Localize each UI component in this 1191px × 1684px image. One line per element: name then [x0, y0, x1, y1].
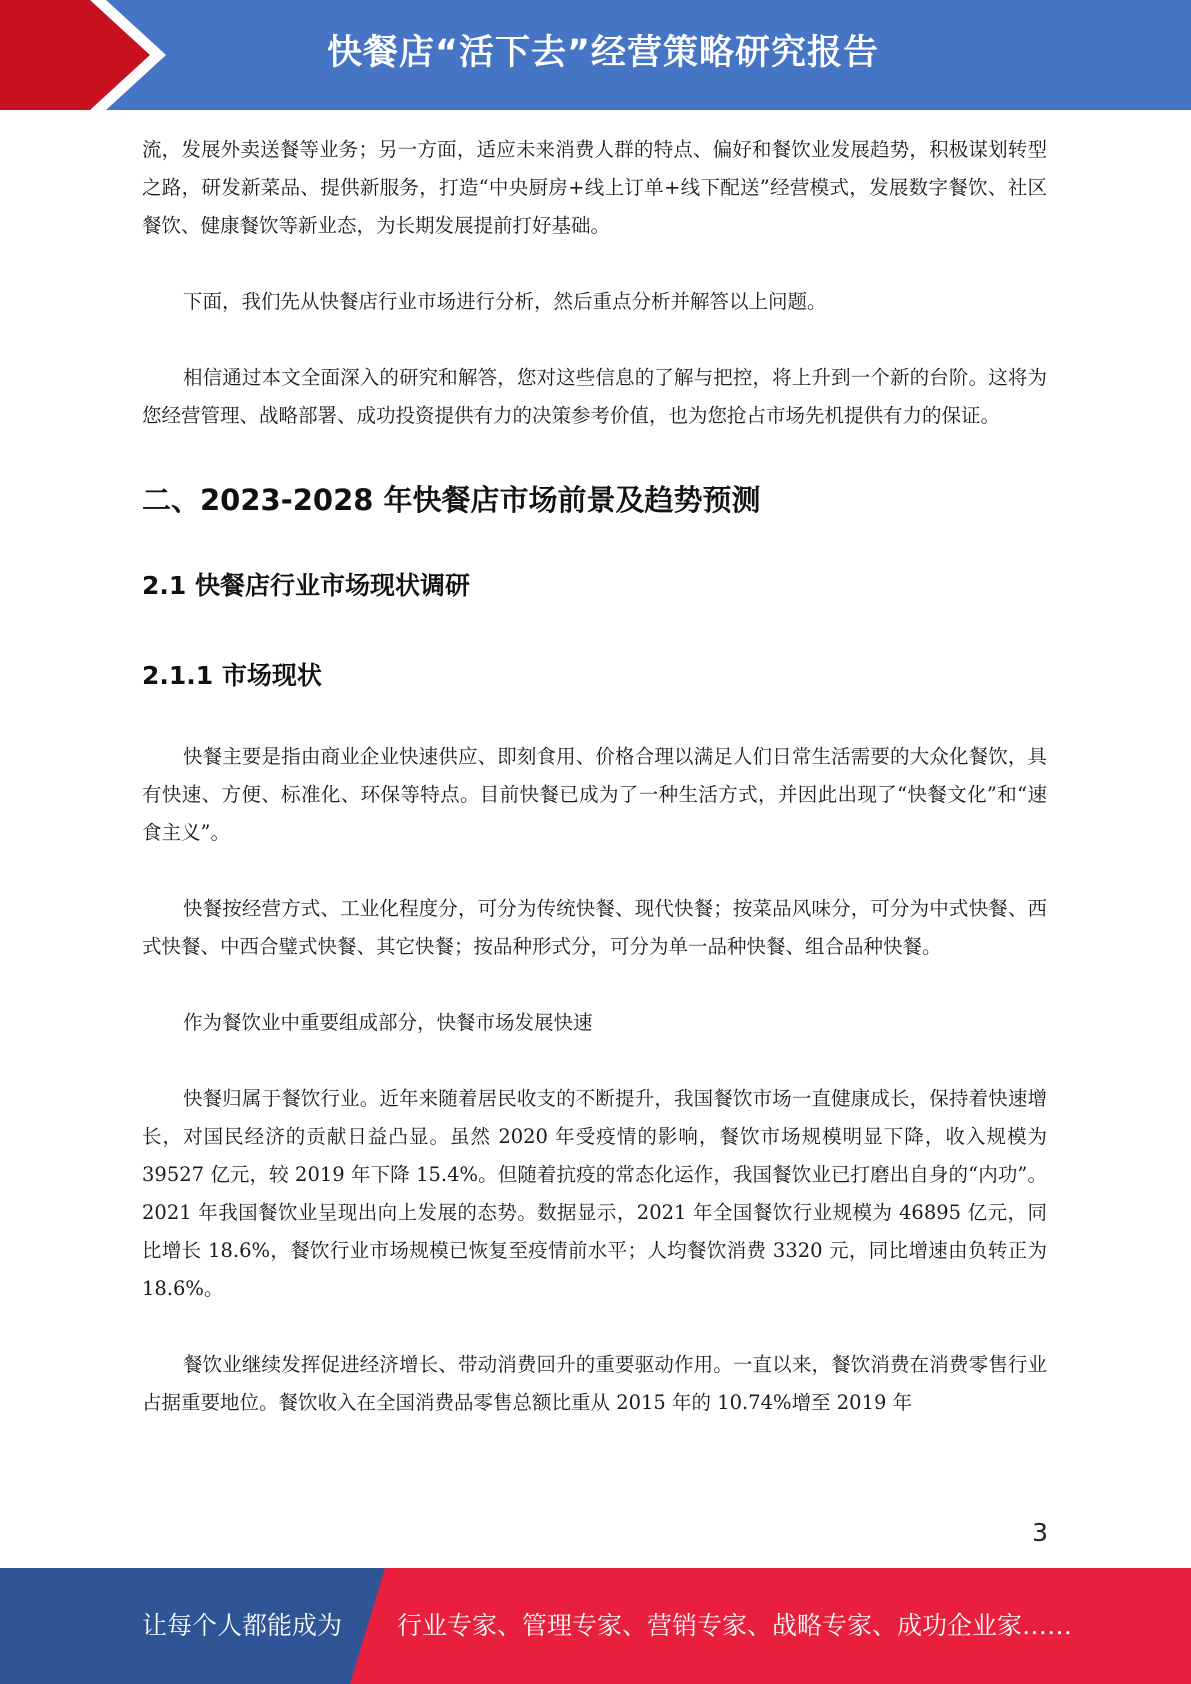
paragraph-market-size: 快餐归属于餐饮行业。近年来随着居民收支的不断提升，我国餐饮市场一直健康成长，保持着快速增长，对国民经济的贡献日益凸显。虽然 2020 年受疫情的影响，餐饮市场规模明显下降，收入规模为 39527 亿元，较 2019 年下降 15.4%。但随着抗疫的常态化运作，我国餐饮业已打磨出自身的“内功”。2021 年我国餐饮业呈现出向上发展的态势。数据显示，2021 年全国餐饮行业规模为 46895 亿元，同比增长 18.6%，餐饮行业市场规模已恢复至疫情前水平；人均餐饮消费 3320 元，同比增速由负转正为 18.6%。 — [142, 1087, 1047, 1300]
page-content — [142, 131, 1047, 1422]
paragraph-consumption: 餐饮业继续发挥促进经济增长、带动消费回升的重要驱动作用。一直以来，餐饮消费在消费零售行业占据重要地位。餐饮收入在全国消费品零售总额比重从 2015 年的 10.74%增至 2019 年 — [142, 1353, 1047, 1414]
paragraph-definition: 快餐主要是指由商业企业快速供应、即刻食用、价格合理以满足人们日常生活需要的大众化餐饮，具有快速、方便、标准化、环保等特点。目前快餐已成为了一种生活方式，并因此出现了“快餐文化”和“速食主义”。 — [142, 745, 1047, 844]
header-title: 快餐店“活下去”经营策略研究报告 — [326, 33, 879, 73]
paragraph-continuation: 流，发展外卖送餐等业务；另一方面，适应未来消费人群的特点、偏好和餐饮业发展趋势，积极谋划转型之路，研发新菜品、提供新服务，打造“中央厨房+线上订单+线下配送”经营模式，发展数字餐饮、社区餐饮、健康餐饮等新业态，为长期发展提前打好基础。 — [142, 138, 1047, 237]
footer-slogan-right: 行业专家、管理专家、营销专家、战略专家、成功企业家…… — [397, 1611, 1073, 1640]
paragraph-intro: 下面，我们先从快餐店行业市场进行分析，然后重点分析并解答以上问题。 — [183, 290, 827, 313]
paragraph-value: 相信通过本文全面深入的研究和解答，您对这些信息的了解与把控，将上升到一个新的台阶。这将为您经营管理、战略部署、成功投资提供有力的决策参考价值，也为您抢占市场先机提供有力的保证。 — [142, 366, 1047, 427]
paragraph-classification: 快餐按经营方式、工业化程度分，可分为传统快餐、现代快餐；按菜品风味分，可分为中式快餐、西式快餐、中西合璧式快餐、其它快餐；按品种形式分，可分为单一品种快餐、组合品种快餐。 — [142, 897, 1047, 958]
footer-slogan-left: 让每个人都能成为 — [142, 1611, 343, 1640]
page-footer — [0, 1568, 1191, 1684]
paragraph-subtitle: 作为餐饮业中重要组成部分，快餐市场发展快速 — [183, 1011, 593, 1034]
subsection-heading: 2.1 快餐店行业市场现状调研 — [142, 571, 470, 600]
subsubsection-heading: 2.1.1 市场现状 — [142, 661, 322, 690]
page-number: 3 — [1032, 1518, 1048, 1547]
page-header — [0, 0, 1191, 110]
section-heading: 二、2023-2028 年快餐店市场前景及趋势预测 — [142, 483, 761, 517]
